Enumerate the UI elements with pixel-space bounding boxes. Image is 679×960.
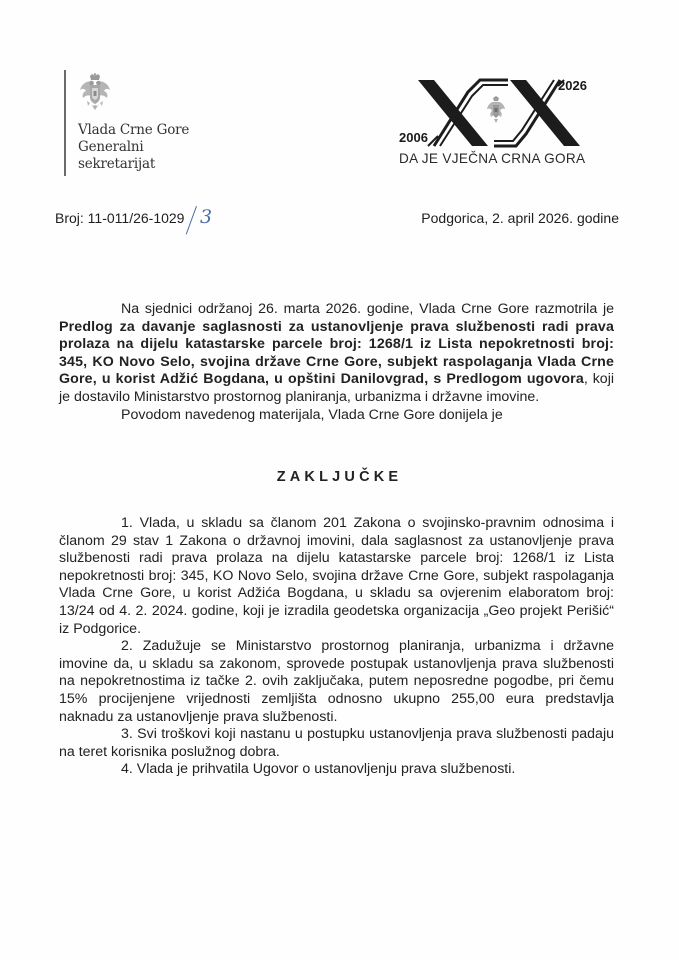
letterhead-left bbox=[64, 70, 244, 176]
document-number: Broj: 11-011/26-1029 bbox=[55, 210, 185, 226]
place-date: Podgorica, 2. april 2026. godine bbox=[421, 210, 619, 226]
intro-lead: Na sjednici održanoj 26. marta 2026. godine, Vlada Crne Gore razmotrila je bbox=[121, 301, 614, 317]
conclusions-list bbox=[59, 515, 614, 779]
conclusion-item: 4. Vlada je prihvatila Ugovor o ustanovljenju prava službenosti. bbox=[121, 761, 516, 778]
org-line: sekretarijat bbox=[78, 156, 156, 172]
intro-paragraph bbox=[59, 301, 614, 407]
letterhead-right bbox=[398, 74, 598, 174]
handwritten-suffix: 3 bbox=[200, 206, 213, 228]
letterhead-divider-bar bbox=[64, 70, 66, 176]
conclusion-item: 3. Svi troškovi koji nastanu u postupku ustanovljenja prava službenosti padaju na teret korisnika poslužnog dobra. bbox=[59, 726, 614, 760]
center-emblem bbox=[487, 96, 505, 123]
decision-lead-paragraph: Povodom navedenog materijala, Vlada Crne Gore donijela je bbox=[121, 406, 503, 423]
organization-name bbox=[78, 122, 189, 173]
org-line: Vlada Crne Gore bbox=[78, 122, 190, 138]
conclusion-item: 2. Zadužuje se Ministarstvo prostornog planiranja, urbanizma i državne imovine da, u skladu sa zakonom, sprovede postupak ustanovljenja prava službenosti na nepokretnostima iz tačke 2. ovih zaključaka, putem neposredne pogodbe, pri čemu 15% procijenjene vrijednosti zemljišta odnosno ukupno 255,00 eura predstavlja naknadu za ustanovljenje prava službenosti. bbox=[59, 638, 614, 725]
conclusions-heading: ZAKLJUČKE bbox=[276, 469, 403, 485]
handwritten-slash bbox=[186, 206, 197, 235]
intro-tail: , koji je dostavilo Ministarstvo prostornog planiranja, urbanizma i državne imovine. bbox=[59, 371, 614, 405]
coat-of-arms-icon bbox=[78, 73, 112, 113]
reference-line bbox=[55, 206, 619, 232]
intro-section bbox=[59, 301, 614, 424]
year-end: 2026 bbox=[558, 78, 587, 93]
year-start: 2006 bbox=[399, 130, 428, 145]
org-line: Generalni bbox=[78, 139, 144, 155]
agenda-item-title: Predlog za davanje saglasnosti za ustanovljenje prava službenosti radi prava prolaza na dijelu katastarske parcele broj: 1268/1 iz Lista nepokretnosti broj: 345, KO Novo Selo, svojina države Crne Gore, subjekt raspolaganja Vlada Crne Gore, u korist Adžić Bogdana, u opštini Danilovgrad, s Predlogom ugovora bbox=[59, 318, 614, 388]
conclusion-item: 1. Vlada, u skladu sa članom 201 Zakona o svojinsko-pravnim odnosima i članom 29 stav 1 Zakona o državnoj imovini, dala saglasnost za ustanovljenje prava službenosti radi prava prolaza na dijelu katastarske parcele broj: 1268/1 iz Lista nepokretnosti broj: 345, KO Novo Selo, svojina države Crne Gore, subjekt raspolaganja Vlada Crne Gore, u korist Adžića Bogdana, u skladu sa ovjerenim elaboratom broj: 13/24 od 4. 2. 2024. godine, koji je izradila geodetska organizacija „Geo projekt Perišić“ iz Podgorice. bbox=[59, 515, 614, 637]
motto: DA JE VJEČNA CRNA GORA bbox=[399, 151, 586, 166]
